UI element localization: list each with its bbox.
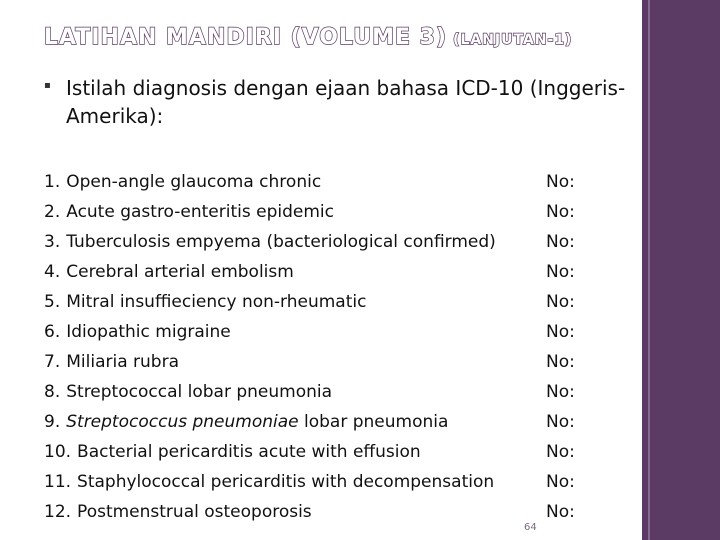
item-code-label: No: xyxy=(546,202,575,222)
item-text-italic: Streptococcus pneumoniae xyxy=(66,412,299,432)
list-item xyxy=(44,257,624,287)
item-text: Mitral insuffieciency non-rheumatic xyxy=(66,292,367,312)
diagnosis-list xyxy=(44,167,624,527)
item-text: Staphylococcal pericarditis with decompensation xyxy=(77,472,495,492)
slide-title-subtitle: (LANJUTAN-1) xyxy=(453,32,573,48)
item-number: 2. xyxy=(44,202,61,222)
bullet-point-icon: ▪ xyxy=(44,80,51,91)
item-text: Streptococcal lobar pneumonia xyxy=(66,382,333,402)
list-item xyxy=(44,347,624,377)
item-number: 12. xyxy=(44,502,72,522)
item-code-label: No: xyxy=(546,232,575,252)
item-code-label: No: xyxy=(546,352,575,372)
item-text: Acute gastro-enteritis epidemic xyxy=(66,202,334,222)
item-number: 8. xyxy=(44,382,61,402)
item-code-label: No: xyxy=(546,172,575,192)
item-code-label: No: xyxy=(546,412,575,432)
list-item xyxy=(44,227,624,257)
item-number: 4. xyxy=(44,262,61,282)
list-item xyxy=(44,317,624,347)
item-text: Bacterial pericarditis acute with effusion xyxy=(77,442,421,462)
item-text xyxy=(66,412,448,432)
list-item xyxy=(44,407,624,437)
item-number: 6. xyxy=(44,322,61,342)
list-item xyxy=(44,377,624,407)
item-code-label: No: xyxy=(546,472,575,492)
page-number: 64 xyxy=(524,522,537,533)
item-number: 5. xyxy=(44,292,61,312)
item-text-rest: lobar pneumonia xyxy=(298,412,449,432)
list-item xyxy=(44,167,624,197)
intro-text: Istilah diagnosis dengan ejaan bahasa ICD-10 (Inggeris-Amerika): xyxy=(66,76,626,128)
item-number: 7. xyxy=(44,352,61,372)
item-text: Idiopathic migraine xyxy=(66,322,231,342)
item-text: Tuberculosis empyema (bacteriological confirmed) xyxy=(66,232,496,252)
item-code-label: No: xyxy=(546,442,575,462)
item-text: Miliaria rubra xyxy=(66,352,179,372)
item-code-label: No: xyxy=(546,292,575,312)
item-number: 3. xyxy=(44,232,61,252)
item-code-label: No: xyxy=(546,502,575,522)
item-code-label: No: xyxy=(546,322,575,342)
item-code-label: No: xyxy=(546,262,575,282)
item-code-label: No: xyxy=(546,382,575,402)
list-item xyxy=(44,437,624,467)
item-number: 10. xyxy=(44,442,72,462)
item-number: 9. xyxy=(44,412,61,432)
item-number: 11. xyxy=(44,472,72,492)
item-text: Open-angle glaucoma chronic xyxy=(66,172,322,192)
list-item xyxy=(44,467,624,497)
slide-title-main: LATIHAN MANDIRI (VOLUME 3) xyxy=(44,25,448,50)
list-item xyxy=(44,497,624,527)
list-item xyxy=(44,287,624,317)
item-text: Cerebral arterial embolism xyxy=(66,262,294,282)
slide-title xyxy=(44,25,572,50)
item-text: Postmenstrual osteoporosis xyxy=(77,502,312,522)
item-number: 1. xyxy=(44,172,61,192)
list-item xyxy=(44,197,624,227)
